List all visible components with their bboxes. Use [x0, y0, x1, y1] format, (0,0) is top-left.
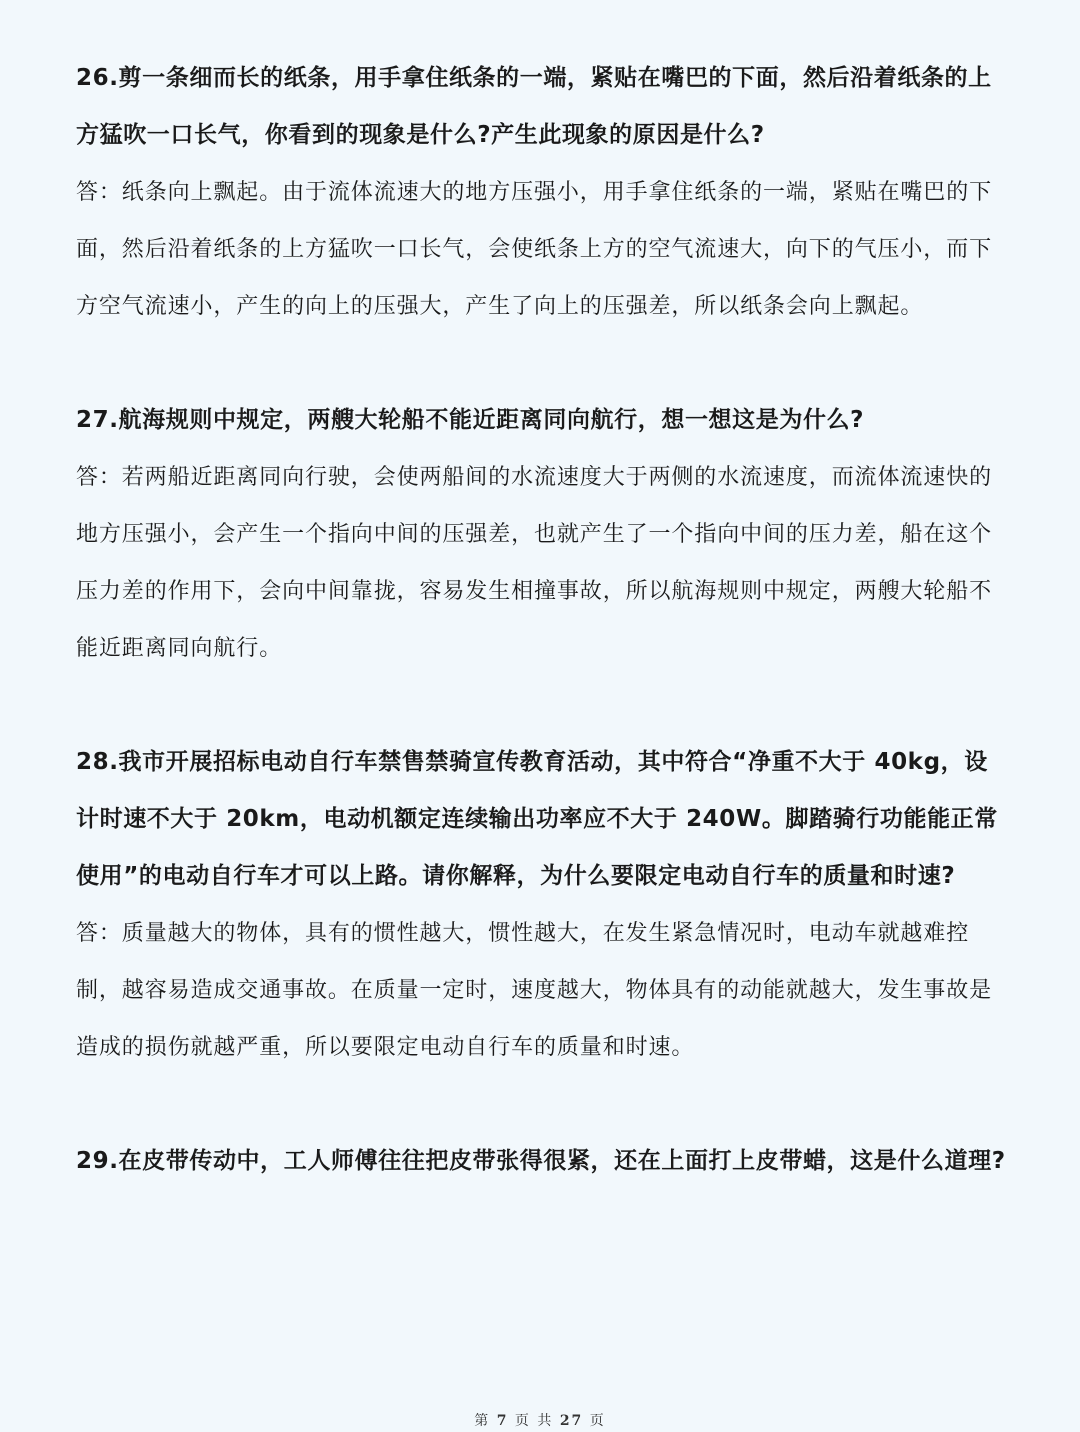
question-28: 28.我市开展招标电动自行车禁售禁骑宣传教育活动，其中符合“净重不大于 40kg，设计时速不大于 20km，电动机额定连续输出功率应不大于 240W。脚踏骑行功能能正常使用”的电动自行车才可以上路。请你解释，为什么要限定电动自行车的质量和时速? — [76, 749, 998, 889]
question-26: 26.剪一条细而长的纸条，用手拿住纸条的一端，紧贴在嘴巴的下面，然后沿着纸条的上方猛吹一口长气，你看到的现象是什么?产生此现象的原因是什么? — [76, 65, 992, 148]
footer-prefix: 第 — [474, 1413, 491, 1429]
question-27: 27.航海规则中规定，两艘大轮船不能近距离同向航行，想一想这是为什么? — [76, 407, 865, 433]
question-29: 29.在皮带传动中，工人师傅往往把皮带张得很紧，还在上面打上皮带蜡，这是什么道理? — [76, 1148, 1006, 1174]
qa-item-26 — [76, 50, 1006, 335]
page-footer — [0, 1410, 1080, 1430]
answer-27: 答：若两船近距离同向行驶，会使两船间的水流速度大于两侧的水流速度，而流体流速快的地方压强小，会产生一个指向中间的压强差，也就产生了一个指向中间的压力差，船在这个压力差的作用下，会向中间靠拢，容易发生相撞事故，所以航海规则中规定，两艘大轮船不能近距离同向航行。 — [76, 465, 993, 661]
footer-middle: 页 共 — [514, 1413, 554, 1429]
qa-item-28 — [76, 734, 1006, 1076]
footer-page-number: 7 — [496, 1413, 509, 1429]
answer-28: 答：质量越大的物体，具有的惯性越大，惯性越大，在发生紧急情况时，电动车就越难控制，越容易造成交通事故。在质量一定时，速度越大，物体具有的动能就越大，发生事故是造成的损伤就越严重，所以要限定电动自行车的质量和时速。 — [76, 921, 993, 1060]
footer-suffix: 页 — [589, 1413, 606, 1429]
qa-item-27 — [76, 392, 1006, 677]
footer-total-pages: 27 — [559, 1413, 584, 1429]
qa-item-29 — [76, 1133, 1006, 1190]
document-page — [76, 50, 1006, 1190]
answer-26: 答：纸条向上飘起。由于流体流速大的地方压强小，用手拿住纸条的一端，紧贴在嘴巴的下面，然后沿着纸条的上方猛吹一口长气，会使纸条上方的空气流速大，向下的气压小，而下方空气流速小，产生的向上的压强大，产生了向上的压强差，所以纸条会向上飘起。 — [76, 180, 993, 319]
